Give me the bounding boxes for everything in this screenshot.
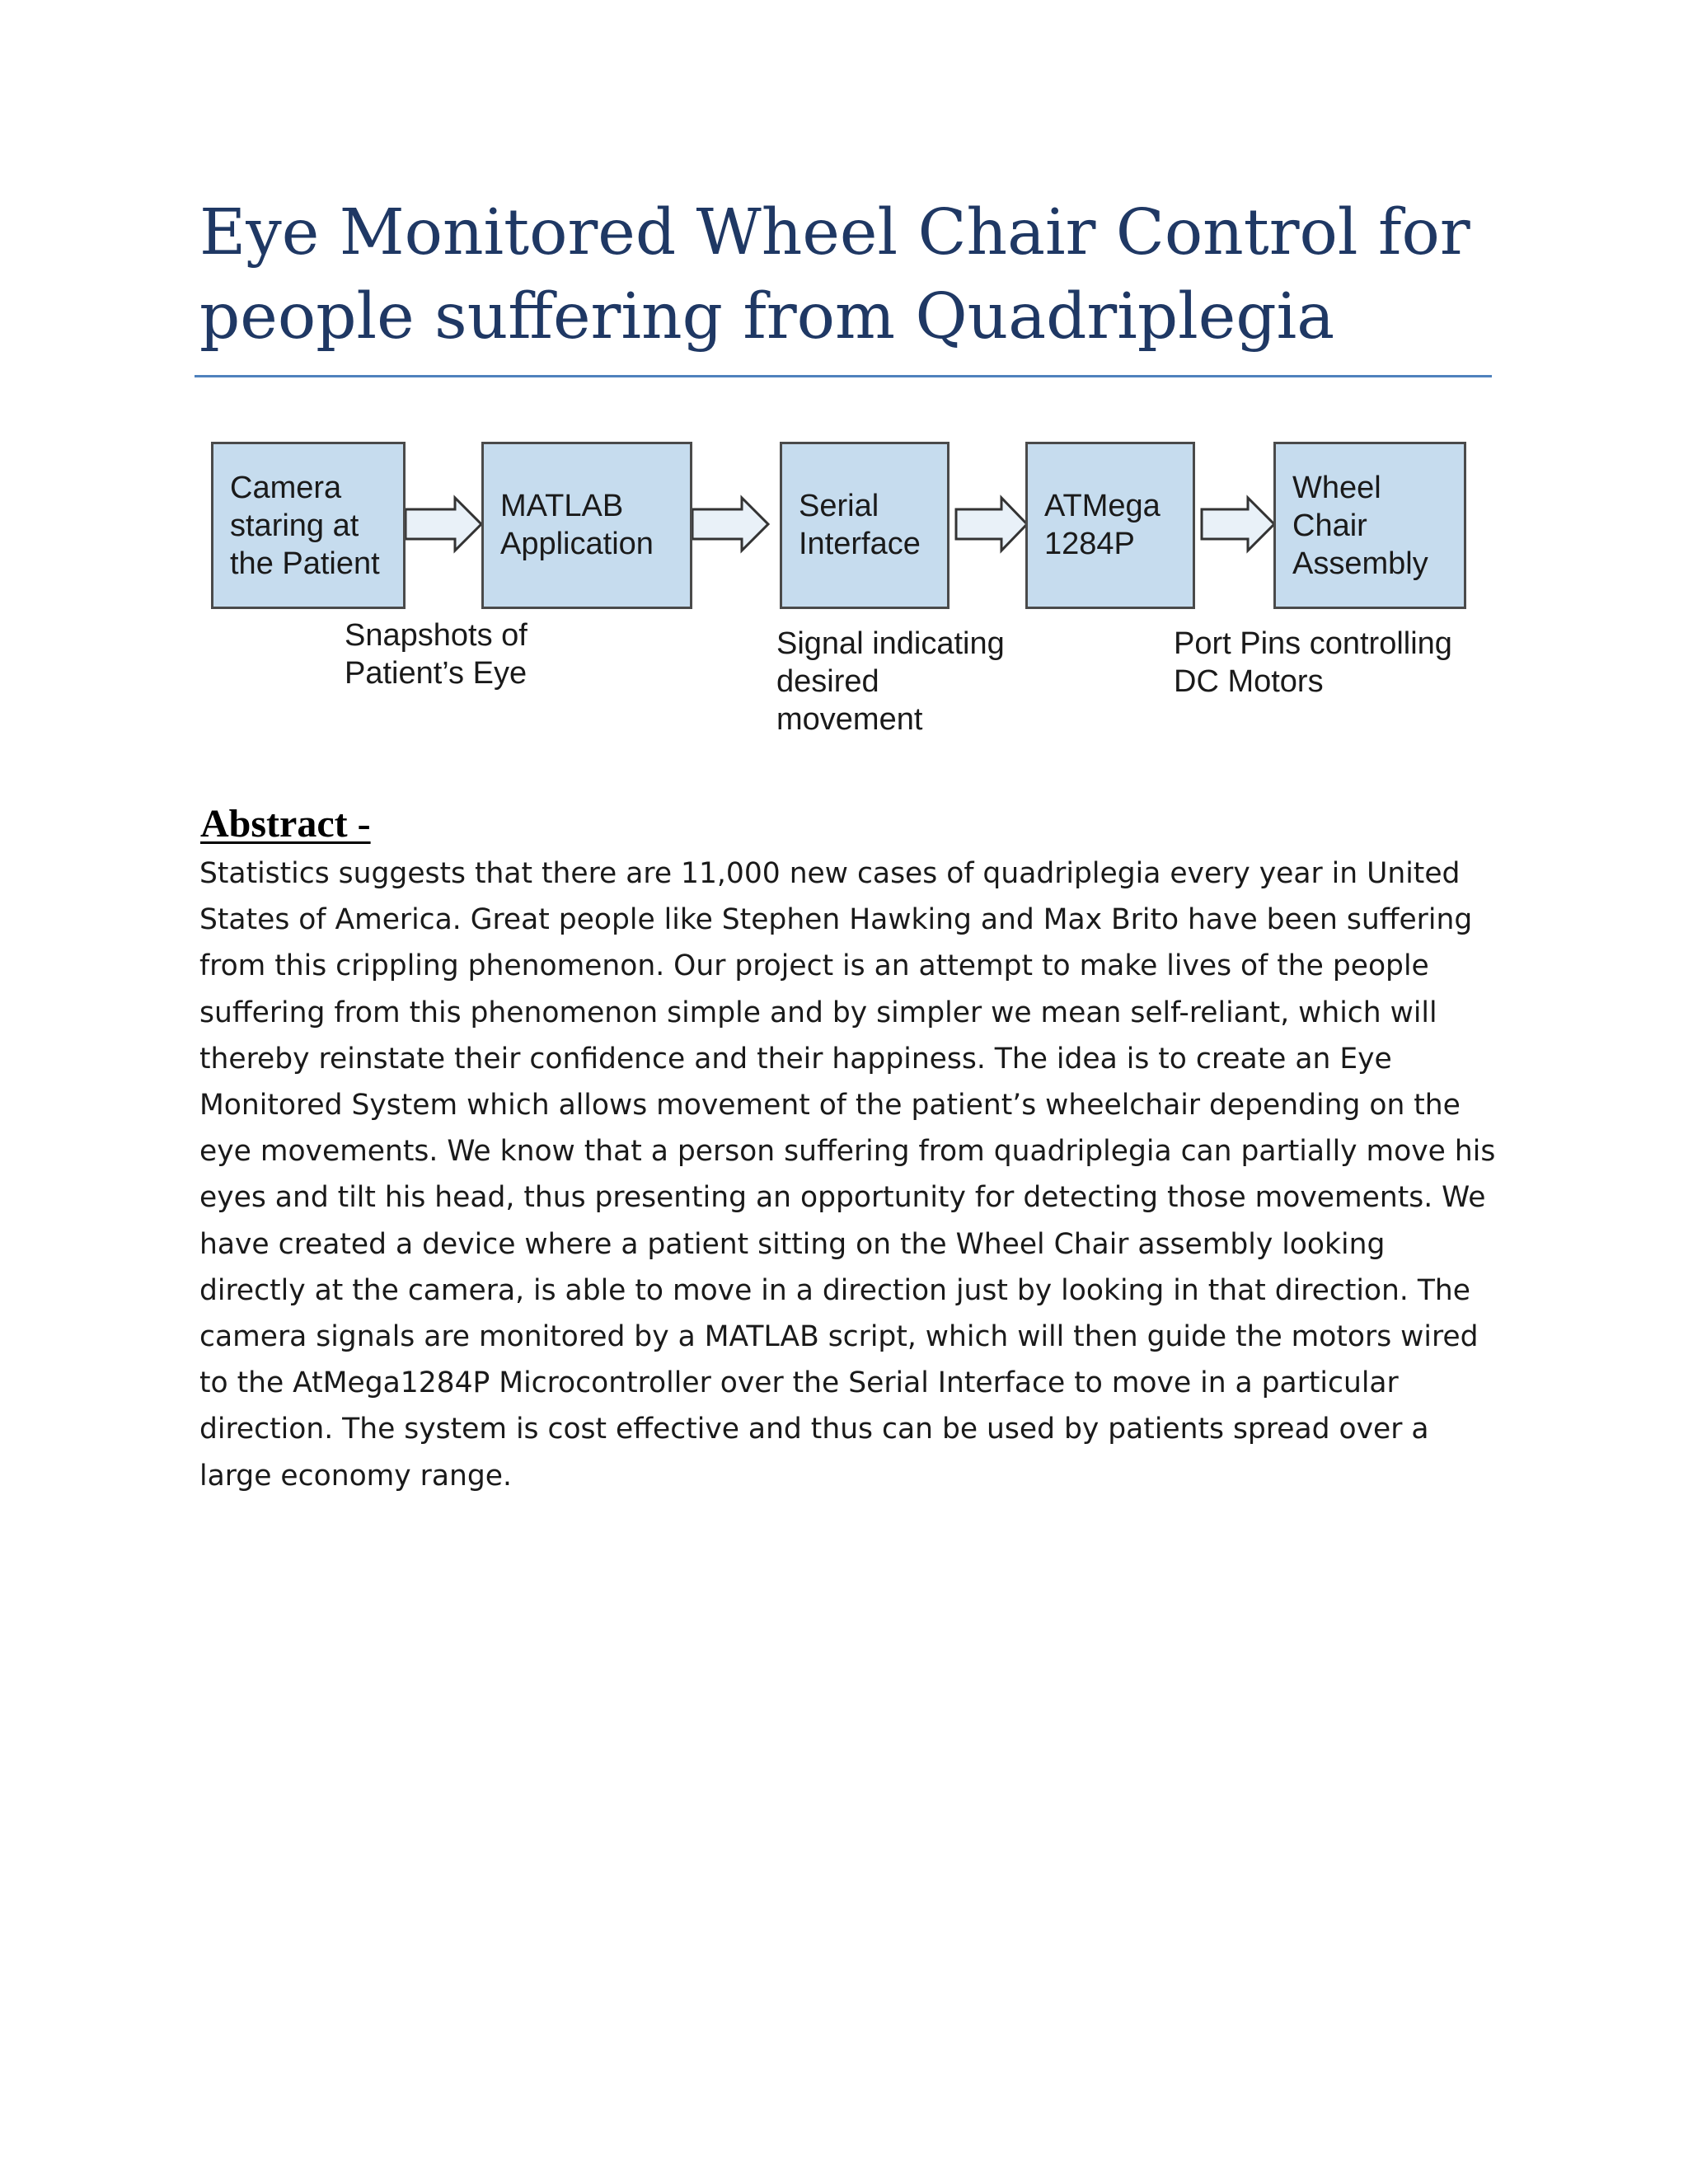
block-serial-interface <box>780 442 950 609</box>
arrow-matlab-to-serial <box>692 498 768 551</box>
block-camera <box>211 442 406 609</box>
title-underline <box>195 375 1492 377</box>
block-atmega <box>1025 442 1195 609</box>
caption-port-pins: Port Pins controlling DC Motors <box>1174 626 1452 699</box>
block-matlab <box>481 442 692 609</box>
arrow-camera-to-matlab <box>406 498 481 551</box>
block-wheelchair-label: Wheel Chair Assembly <box>1292 471 1428 581</box>
abstract-heading: Abstract - <box>200 802 371 846</box>
arrow-atmega-to-wheelchair <box>1202 498 1274 551</box>
caption-snapshots: Snapshots of Patient’s Eye <box>345 618 528 691</box>
caption-signal: Signal indicating desired movement <box>776 626 1005 737</box>
document-title: Eye Monitored Wheel Chair Control for people suffering from Quadriplegia <box>199 196 1470 354</box>
block-matlab-label: MATLAB Application <box>500 489 654 561</box>
block-wheel-chair <box>1273 442 1466 609</box>
block-camera-label: Camera staring at the Patient <box>230 471 380 581</box>
arrow-serial-to-atmega <box>956 498 1027 551</box>
block-serial-label: Serial Interface <box>799 489 921 561</box>
abstract-body: Statistics suggests that there are 11,000 new cases of quadriplegia every year in United States of America. Great people like Stephen Hawking and Max Brito have been suffering from this crippling phenomenon. Our project is an attempt to make lives of the people suffering from this phenomenon simple and by simpler we mean self-reliant, which will thereby reinstate their confidence and their happiness. The idea is to create an Eye Monitored System which allows movement of the patient’s wheelchair depending on the eye movements. We know that a person suffering from quadriplegia can partially move his eyes and tilt his head, thus presenting an opportunity for detecting those movements. We have created a device where a patient sitting on the Wheel Chair assembly looking directly at the camera, is able to move in a direction just by looking in that direction. The camera signals are monitored by a MATLAB script, which will then guide the motors wired to the AtMega1284P Microcontroller over the Serial Interface to move in a particular direction. The system is cost effective and thus can be used by patients spread over a large economy range. <box>199 857 1496 1493</box>
block-atmega-label: ATMega 1284P <box>1044 489 1160 561</box>
system-block-diagram <box>198 429 1484 742</box>
